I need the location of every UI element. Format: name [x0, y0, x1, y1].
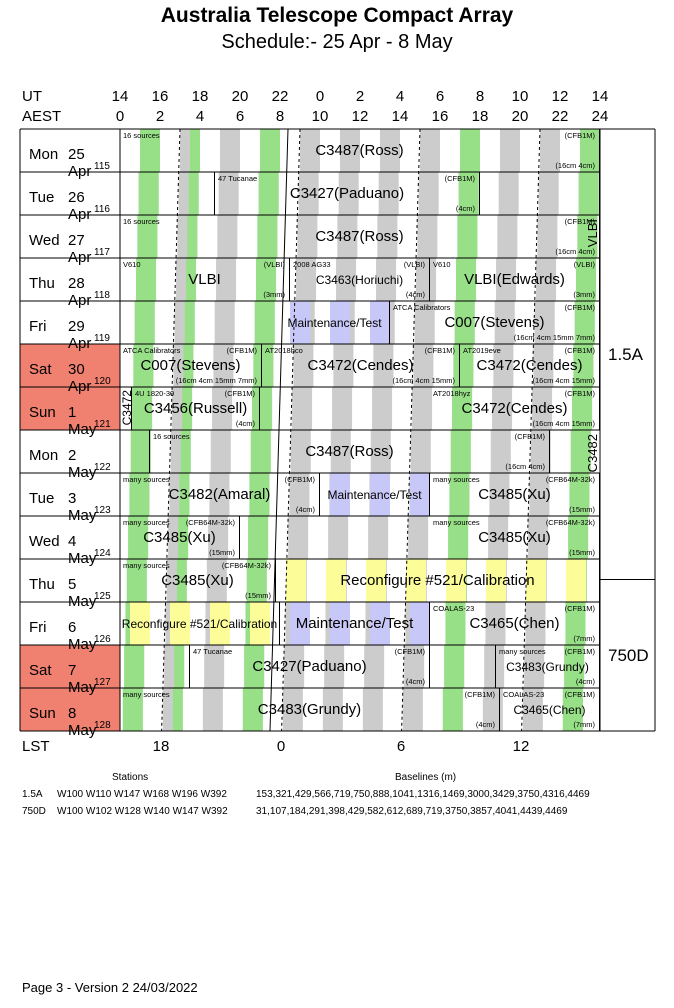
twilight-band [185, 301, 195, 344]
ut-tick-label: 10 [511, 88, 529, 105]
block-correlator-label: (VLBI) [573, 260, 595, 269]
block-band-label: (15mm) [209, 548, 235, 557]
schedule-block [120, 215, 600, 258]
block-band-label: (16cm 4cm 15mm) [532, 419, 595, 428]
array-config-label: 1.5A [608, 344, 643, 364]
schedule-block [430, 258, 600, 301]
aest-tick-label: 10 [311, 108, 329, 125]
block-band-label: (16cm 4cm 15mm 7mm) [175, 376, 257, 385]
block-project-label: C3463(Horiuchi) [315, 272, 404, 287]
ut-tick-label: 14 [591, 88, 609, 105]
side-block-label: VLBI [585, 219, 600, 248]
ut-tick-label: 20 [231, 88, 249, 105]
day-date: 8 May [68, 705, 97, 739]
schedule-block [430, 473, 600, 516]
block-band-label: (16cm 4cm 15mm) [392, 376, 455, 385]
block-project-label: C3465(Chen) [513, 702, 586, 717]
schedule-block [120, 387, 132, 430]
twilight-band [255, 301, 275, 344]
day-date: 3 May [68, 490, 97, 524]
day-date: 4 May [68, 533, 97, 567]
side-block-label: C3482 [585, 434, 600, 473]
schedule-block [320, 473, 430, 516]
aest-tick-label: 4 [195, 108, 205, 125]
block-band-label: (4cm) [455, 204, 475, 213]
block-source-label: many sources [123, 561, 170, 570]
schedule-block [132, 387, 260, 430]
aest-tick-label: 12 [351, 108, 369, 125]
schedule-block [120, 602, 280, 645]
day-name: Tue [29, 490, 55, 507]
config-row-2-baselines: 31,107,184,291,398,429,582,612,689,719,3750,3857,4041,4439,4469 [256, 806, 568, 817]
schedule-block [120, 344, 262, 387]
day-date: 2 May [68, 447, 97, 481]
block-correlator-label: (CFB64M-32k) [185, 518, 235, 527]
aest-tick-label: 18 [471, 108, 489, 125]
block-correlator-label: (CFB1M) [514, 432, 545, 441]
aest-tick-label: 16 [431, 108, 449, 125]
schedule-block [480, 172, 600, 215]
block-band-label: (16cm 4cm 15mm) [532, 376, 595, 385]
day-date: 29 Apr [68, 318, 92, 352]
block-correlator-label: (CFB64M-32k) [545, 518, 595, 527]
ut-tick-label: 12 [551, 88, 569, 105]
block-correlator-label: (CFB64M-32k) [221, 561, 271, 570]
block-band-label: (4cm) [405, 290, 425, 299]
block-project-label: Reconfigure #521/Calibration [340, 572, 535, 589]
block-band-label: (7mm) [573, 720, 595, 729]
block-source-label: many sources [123, 690, 170, 699]
block-band-label: (16cm 4cm 15mm 7mm) [513, 333, 595, 342]
baselines-header: Baselines (m) [395, 772, 457, 783]
time-band [215, 301, 235, 344]
day-date: 27 Apr [68, 232, 92, 266]
schedule-block [430, 387, 600, 430]
block-project-label: C3485(Xu) [478, 529, 551, 546]
block-project-label: Maintenance/Test [327, 487, 422, 502]
block-correlator-label: (CFB64M-32k) [545, 475, 595, 484]
day-of-year: 115 [94, 161, 110, 172]
schedule-block [290, 258, 430, 301]
day-name: Mon [29, 447, 59, 464]
block-correlator-label: (CFB1M) [394, 647, 425, 656]
block-project-label: C3465(Chen) [469, 615, 560, 632]
aest-tick-label: 14 [391, 108, 409, 125]
block-source-label: AT2018hco [265, 346, 303, 355]
day-date: 7 May [68, 662, 97, 696]
block-correlator-label: (CFB1M) [464, 690, 495, 699]
day-name: Wed [29, 533, 60, 550]
block-source-label: ATCA Calibrators [123, 346, 181, 355]
block-band-label: (16cm 4cm) [555, 247, 595, 256]
block-correlator-label: (CFB1M) [564, 647, 595, 656]
block-source-label: many sources [499, 647, 546, 656]
day-name: Mon [29, 146, 59, 163]
time-band [408, 516, 428, 559]
schedule-block [120, 129, 600, 172]
block-correlator-label: (CFB1M) [284, 475, 315, 484]
block-vertical-label: C3472 [120, 390, 134, 426]
day-name: Fri [29, 318, 47, 335]
block-band-label: (3mm) [263, 290, 285, 299]
schedule-block [120, 645, 190, 688]
aest-tick-label: 22 [551, 108, 569, 125]
block-band-label: (15mm) [245, 591, 271, 600]
day-of-year: 120 [94, 376, 111, 387]
block-project-label: C3487(Ross) [315, 228, 404, 245]
ut-label: UT [22, 88, 42, 105]
day-date: 5 May [68, 576, 97, 610]
block-band-label: (7mm) [573, 634, 595, 643]
block-band-label: (16cm 4cm) [555, 161, 595, 170]
schedule-block [430, 602, 600, 645]
block-project-label: VLBI(Edwards) [464, 271, 565, 288]
config-row-1-name: 1.5A [22, 789, 43, 800]
block-source-label: AT2018hyz [433, 389, 471, 398]
lst-tick-label: 18 [152, 738, 170, 755]
aest-label: AEST [22, 108, 62, 125]
day-of-year: 127 [94, 677, 111, 688]
block-source-label: many sources [123, 518, 170, 527]
day-date: 25 Apr [68, 146, 92, 180]
day-of-year: 125 [94, 591, 111, 602]
day-of-year: 126 [94, 634, 111, 645]
twilight-band [135, 301, 155, 344]
block-correlator-label: (CFB1M) [226, 346, 257, 355]
aest-tick-label: 24 [591, 108, 609, 125]
block-project-label: C3456(Russell) [143, 400, 248, 417]
day-name: Tue [29, 189, 55, 206]
day-name: Sun [29, 404, 56, 421]
block-project-label: C007(Stevens) [444, 314, 545, 331]
time-band [288, 516, 308, 559]
config-row-1-baselines: 153,321,429,566,719,750,888,1041,1316,1469,3000,3429,3750,4316,4469 [256, 789, 590, 800]
block-correlator-label: (VLBI) [263, 260, 285, 269]
block-correlator-label: (CFB1M) [564, 217, 595, 226]
aest-tick-label: 6 [235, 108, 245, 125]
day-of-year: 118 [94, 290, 110, 301]
block-correlator-label: (VLBI) [403, 260, 425, 269]
block-source-label: 47 Tucanae [193, 647, 233, 656]
block-project-label: C3482(Amaral) [168, 486, 271, 503]
block-band-label: (16cm 4cm) [505, 462, 545, 471]
aest-tick-label: 20 [511, 108, 529, 125]
ut-tick-label: 6 [435, 88, 445, 105]
block-project-label: C3485(Xu) [478, 486, 551, 503]
day-date: 6 May [68, 619, 97, 653]
day-of-year: 124 [94, 548, 111, 559]
block-source-label: V610 [123, 260, 141, 269]
block-band-label: (4cm) [405, 677, 425, 686]
time-band [328, 516, 348, 559]
lst-tick-label: 6 [396, 738, 406, 755]
aest-tick-label: 0 [115, 108, 125, 125]
block-source-label: many sources [123, 475, 170, 484]
block-source-label: 16 sources [123, 217, 160, 226]
day-of-year: 122 [94, 462, 111, 473]
day-of-year: 116 [94, 204, 110, 215]
block-band-label: (15mm) [569, 548, 595, 557]
day-of-year: 123 [94, 505, 111, 516]
schedule-block [430, 645, 496, 688]
block-correlator-label: (CFB1M) [564, 604, 595, 613]
schedule-block [430, 516, 600, 559]
day-name: Thu [29, 576, 55, 593]
block-band-label: (4cm) [295, 505, 315, 514]
block-source-label: COALAS-23 [503, 690, 545, 699]
schedule-block [280, 602, 430, 645]
schedule-block [276, 559, 600, 602]
day-name: Thu [29, 275, 55, 292]
block-correlator-label: (CFB1M) [424, 346, 455, 355]
block-source-label: 16 sources [123, 131, 160, 140]
schedule-block [120, 258, 290, 301]
day-of-year: 128 [94, 720, 111, 731]
day-name: Wed [29, 232, 60, 249]
block-project-label: C3427(Paduano) [289, 185, 405, 202]
block-project-label: Reconfigure #521/Calibration [121, 616, 278, 631]
block-band-label: (15mm) [569, 505, 595, 514]
twilight-band [248, 516, 268, 559]
block-project-label: C3483(Grundy) [257, 701, 362, 718]
schedule-block [120, 473, 320, 516]
lst-tick-label: 0 [276, 738, 286, 755]
block-project-label: VLBI [188, 271, 221, 288]
day-of-year: 121 [94, 419, 111, 430]
block-correlator-label: (CFB1M) [444, 174, 475, 183]
block-source-label: many sources [433, 475, 480, 484]
block-project-label: C3483(Grundy) [506, 659, 589, 674]
block-source-label: 16 sources [153, 432, 190, 441]
block-band-label: (4cm) [475, 720, 495, 729]
schedule-block [390, 301, 600, 344]
ut-tick-label: 2 [355, 88, 365, 105]
block-project-label: C007(Stevens) [140, 357, 241, 374]
block-source-label: COALAS-23 [433, 604, 475, 613]
block-band-label: (4cm) [235, 419, 255, 428]
schedule-block [120, 559, 276, 602]
schedule-block [262, 344, 460, 387]
day-of-year: 117 [94, 247, 110, 258]
block-source-label: many sources [433, 518, 480, 527]
block-project-label: C3472(Cendes) [307, 357, 414, 374]
block-source-label: ATCA Calibrators [393, 303, 451, 312]
lst-label: LST [22, 738, 50, 755]
aest-tick-label: 2 [155, 108, 165, 125]
block-source-label: 2008 AG33 [293, 260, 331, 269]
block-project-label: C3485(Xu) [143, 529, 216, 546]
block-correlator-label: (CFB1M) [224, 389, 255, 398]
time-band [368, 516, 388, 559]
block-project-label: C3487(Ross) [315, 142, 404, 159]
block-source-label: AT2019eve [463, 346, 501, 355]
ut-tick-label: 18 [191, 88, 209, 105]
block-correlator-label: (CFB1M) [564, 303, 595, 312]
array-config-label: 750D [608, 645, 649, 665]
day-of-year: 119 [94, 333, 110, 344]
block-source-label: 4U 1820-30 [135, 389, 175, 398]
schedule-block [500, 688, 600, 731]
day-name: Fri [29, 619, 47, 636]
day-date: 30 Apr [68, 361, 92, 395]
stations-header: Stations [112, 772, 149, 783]
ut-tick-label: 8 [475, 88, 485, 105]
config-row-2-stations: W100 W102 W128 W140 W147 W392 [57, 806, 228, 817]
day-name: Sat [29, 361, 52, 378]
block-project-label: C3487(Ross) [305, 443, 394, 460]
config-row-1-stations: W100 W110 W147 W168 W196 W392 [57, 789, 227, 800]
block-correlator-label: (CFB1M) [564, 131, 595, 140]
aest-tick-label: 8 [275, 108, 285, 125]
day-date: 26 Apr [68, 189, 92, 223]
ut-tick-label: 16 [151, 88, 169, 105]
block-project-label: C3427(Paduano) [252, 658, 367, 675]
time-band [372, 387, 392, 430]
block-source-label: 47 Tucanae [218, 174, 258, 183]
schedule-block [120, 516, 240, 559]
block-correlator-label: (CFB1M) [564, 389, 595, 398]
ut-tick-label: 4 [395, 88, 405, 105]
block-band-label: (4cm) [575, 677, 595, 686]
schedule-block [215, 172, 480, 215]
block-band-label: (3mm) [573, 290, 595, 299]
time-band [292, 387, 312, 430]
ut-tick-label: 14 [111, 88, 129, 105]
page-title: Australia Telescope Compact Array [160, 4, 514, 27]
block-project-label: C3485(Xu) [161, 572, 234, 589]
day-date: 28 Apr [68, 275, 92, 309]
schedule-block [190, 645, 430, 688]
block-project-label: Maintenance/Test [295, 615, 414, 632]
schedule-block [496, 645, 600, 688]
schedule-block [120, 172, 215, 215]
schedule-block [120, 688, 500, 731]
block-project-label: Maintenance/Test [287, 315, 382, 330]
time-band [332, 387, 352, 430]
lst-tick-label: 12 [512, 738, 530, 755]
day-name: Sat [29, 662, 52, 679]
block-source-label: V610 [433, 260, 451, 269]
schedule-block [120, 430, 150, 473]
block-project-label: C3472(Cendes) [476, 357, 583, 374]
block-correlator-label: (CFB1M) [564, 690, 595, 699]
page-footer: Page 3 - Version 2 24/03/2022 [22, 980, 198, 995]
ut-tick-label: 0 [315, 88, 325, 105]
schedule-block [460, 344, 600, 387]
block-project-label: C3472(Cendes) [461, 400, 568, 417]
block-correlator-label: (CFB1M) [564, 346, 595, 355]
ut-tick-label: 22 [271, 88, 289, 105]
page-subtitle: Schedule:- 25 Apr - 8 May [221, 31, 453, 53]
day-name: Sun [29, 705, 56, 722]
schedule-block [150, 430, 550, 473]
config-row-2-name: 750D [22, 806, 46, 817]
day-date: 1 May [68, 404, 97, 438]
schedule-block [280, 301, 390, 344]
